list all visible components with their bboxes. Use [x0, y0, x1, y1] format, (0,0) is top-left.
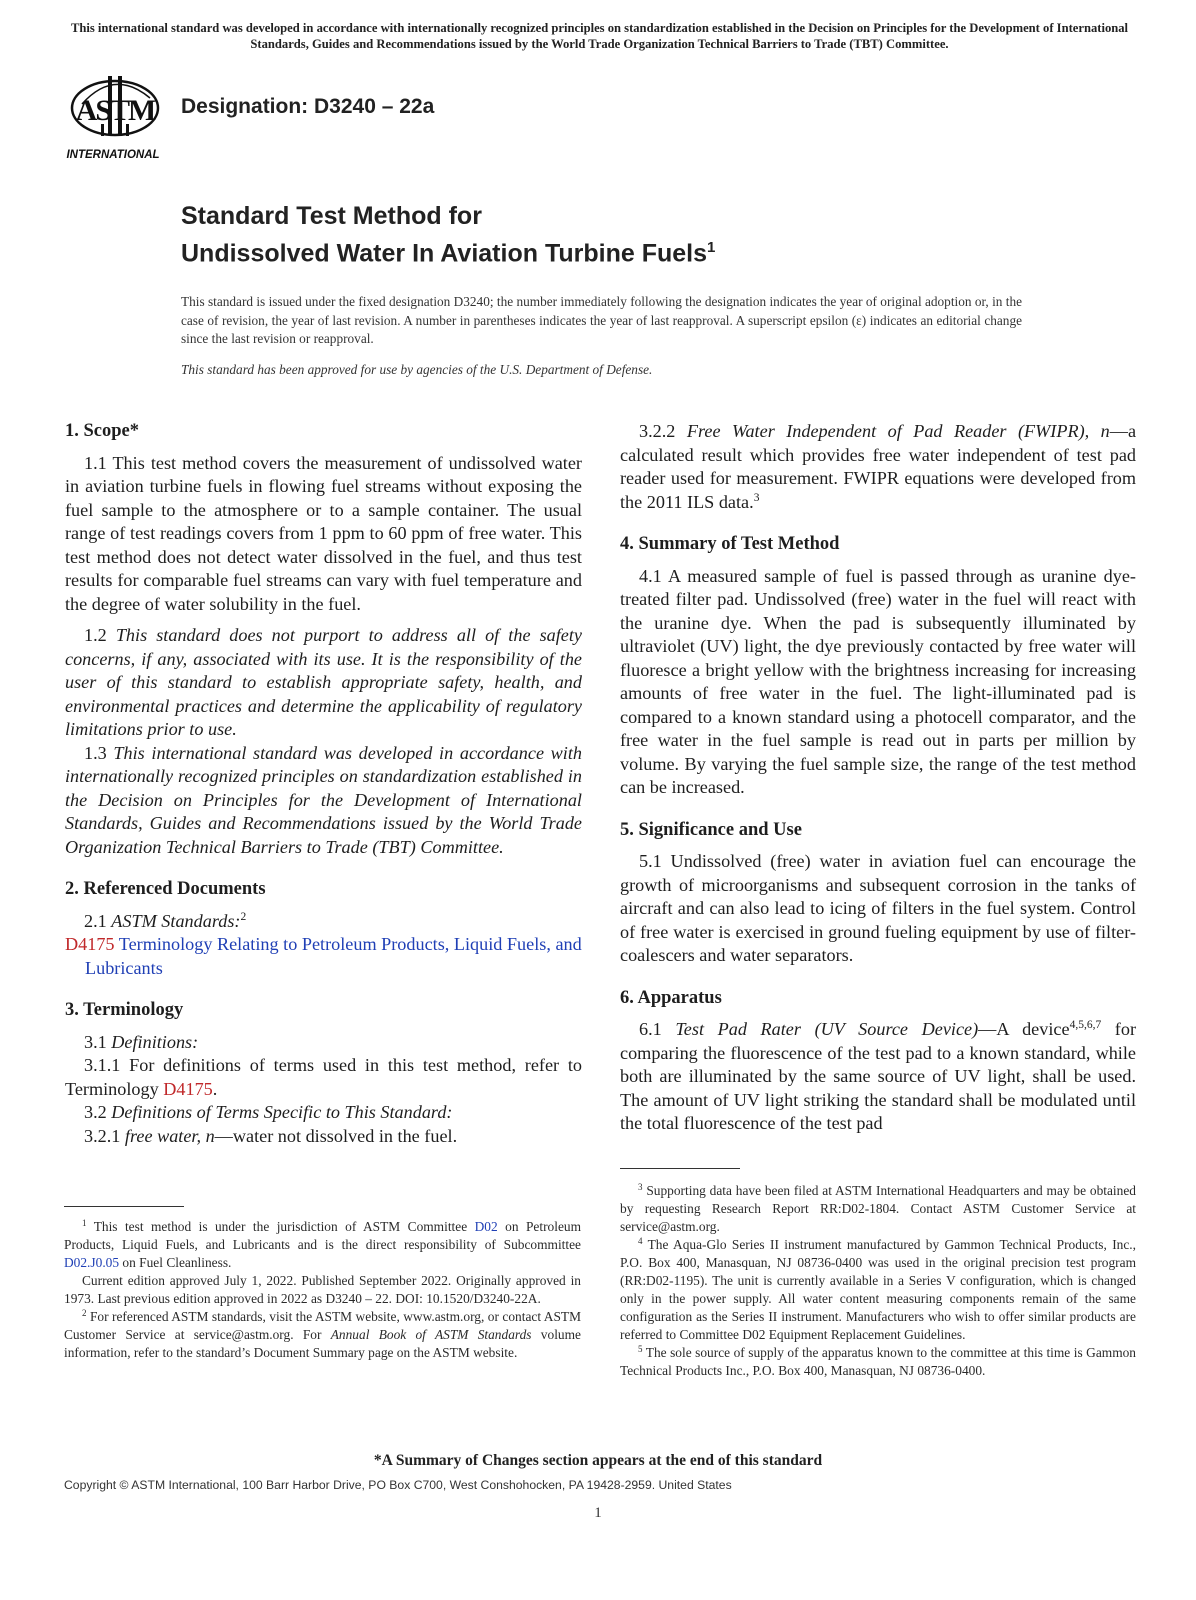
section-heading-referenced: 2. Referenced Documents: [65, 879, 266, 899]
footnote-3: [620, 1182, 1136, 1236]
para-3-1-1-text: 3.1.1 For definitions of terms used in this test method, refer to Terminology: [65, 1055, 582, 1099]
footnote-rule-right: [620, 1168, 740, 1169]
para-2-1-sup: 2: [240, 910, 247, 923]
terminology-d4175-link[interactable]: D4175: [163, 1078, 213, 1099]
footnote-1-c: on Fuel Cleanliness.: [122, 1255, 232, 1270]
para-3-2-1: [65, 1125, 582, 1149]
para-3-2-text: Definitions of Terms Specific to This Standard:: [111, 1102, 453, 1122]
footnote-3-text: Supporting data have been filed at ASTM International Headquarters and may be obtained by requesting Research Report RR:D02-1804. Contact ASTM Customer Service at service@astm.org.: [620, 1183, 1136, 1234]
para-1-2: [65, 624, 582, 742]
para-3-2-2-sup: 3: [753, 491, 760, 504]
logo-letters: ASTM: [75, 94, 155, 127]
left-column: [65, 420, 582, 1148]
footnote-rule-left: [64, 1206, 184, 1207]
footnote-1: [64, 1218, 581, 1272]
designation: Designation: D3240 – 22a: [181, 95, 435, 118]
para-3-1: [65, 1031, 582, 1055]
page-number: 1: [594, 1505, 602, 1521]
para-3-1-1: 3.1.1 For definitions of terms used in this test method, refer to Terminology D4175.: [65, 1055, 582, 1099]
para-1-1: 1.1 This test method covers the measurement of undissolved water in aviation turbine fuels in flowing fuel streams without exposing the fuel sample to the atmosphere or to a sample container. The usual range of test readings covers from 1 ppm to 60 ppm of free water. This test method does not detect water dissolved in the fuel, and thus test results for comparable fuel streams can vary with fuel temperature and the degree of water solubility in the fuel.: [65, 452, 582, 614]
copyright: Copyright © ASTM International, 100 Barr Harbor Drive, PO Box C700, West Conshohocken, PA 19428-2959. United States: [64, 1478, 732, 1492]
para-2-1: [65, 910, 582, 934]
para-1-3-num: 1.3: [84, 742, 107, 763]
footnote-1-b: on Petroleum Products, Liquid Fuels, and Lubricants and is the direct responsibility of Subcommittee: [64, 1219, 581, 1252]
para-3-2-2: [620, 420, 1136, 514]
footnote-3-num: 3: [638, 1182, 643, 1192]
para-6-1-num: 6.1: [639, 1019, 662, 1039]
footnote-5-num: 5: [638, 1344, 643, 1354]
section-heading-apparatus: 6. Apparatus: [620, 987, 722, 1008]
title-line-1: Standard Test Method for: [181, 202, 482, 230]
reference-code-link[interactable]: D4175: [65, 934, 115, 954]
para-5-1: 5.1 Undissolved (free) water in aviation fuel can encourage the growth of microorganisms and subsequent corrosion in the tanks of aircraft and can also lead to icing of filters in the fuel system. Control of free water is exercised in ground fueling equipment by use of filter-coalescers and water separators.: [620, 851, 1136, 965]
para-1-3-text: This international standard was developed in accordance with internationally recognized principles on standardization established in the Decision on Principles for the Development of International Standards, Guides and Recommendations issued by the World Trade Organization Technical Barriers to Trade (TBT) Committee.: [65, 742, 583, 857]
committee-d02-link[interactable]: D02: [474, 1219, 498, 1234]
reference-d4175[interactable]: [65, 933, 582, 980]
footnote-2: [64, 1308, 581, 1362]
para-1-3: [65, 742, 582, 860]
para-3-2-2-num: 3.2.2: [639, 421, 676, 441]
right-column: [620, 420, 1136, 1136]
footnote-2-a: For referenced ASTM standards, visit the ASTM website, www.astm.org, or contact ASTM Customer Service at service@astm.org. For: [64, 1309, 581, 1342]
footnote-4-text: The Aqua-Glo Series II instrument manufactured by Gammon Technical Products, Inc., P.O. Box 400, Manasquan, NJ 08736-0400 was used in the original precision test program (RR:D02-1195). The unit is currently available in a Series V configuration, which is changed only in the power supply. All water content measuring components remain of the same configuration as the Series II instrument. Manufacturers who wish to offer similar products are referred to Committee D02 Equipment Replacement Guidelines.: [620, 1237, 1136, 1342]
footnotes-right: [620, 1182, 1136, 1380]
title-line-2: Undissolved Water In Aviation Turbine Fuels: [181, 239, 707, 268]
preamble-issued: This standard is issued under the fixed designation D3240; the number immediately following the designation indicates the year of original adoption or, in the case of revision, the year of last revision. A number in parentheses indicates the year of last reapproval. A superscript epsilon (ε) indicates an editorial change since the last revision or reapproval.: [181, 294, 1022, 346]
subcommittee-link[interactable]: D02.J0.05: [64, 1255, 120, 1270]
footnote-2-num: 2: [82, 1308, 87, 1318]
para-3-2-1-def: —water not dissolved in the fuel.: [214, 1125, 458, 1146]
para-2-1-text: ASTM Standards:: [111, 910, 241, 931]
para-6-1: [620, 1018, 1136, 1136]
footnote-1-num: 1: [82, 1218, 87, 1228]
footnote-edition: Current edition approved July 1, 2022. Published September 2022. Originally approved in 1973. Last previous edition approved in 2022 as D3240 – 22. DOI: 10.1520/D3240-22A.: [64, 1273, 581, 1306]
para-6-1-sup: 4,5,6,7: [1069, 1019, 1102, 1031]
section-heading-significance: 5. Significance and Use: [620, 819, 802, 840]
title-footnote-ref: 1: [707, 239, 716, 256]
para-6-1-term: Test Pad Rater (UV Source Device): [675, 1019, 979, 1039]
para-3-2-2-def: —a calculated result which provides free water independent of test pad reader used for measurement. FWIPR equations were developed from the 2011 ILS data.: [620, 421, 1137, 512]
footnote-1-a: This test method is under the jurisdiction of ASTM Committee: [93, 1219, 468, 1234]
para-1-2-text: This standard does not purport to address all of the safety concerns, if any, associated with its use. It is the responsibility of the user of this standard to establish appropriate safety, health, and environmental practices and determine the applicability of regulatory limitations prior to use.: [65, 625, 583, 739]
logo-word: INTERNATIONAL: [66, 149, 160, 161]
footnote-2-italic: Annual Book of ASTM Standards: [330, 1327, 532, 1342]
footnote-4: [620, 1236, 1136, 1344]
footnote-2-b: volume information, refer to the standard’s Document Summary page on the ASTM website.: [64, 1327, 581, 1360]
para-3-2-2-term: Free Water Independent of Pad Reader (FWIPR), n: [686, 421, 1110, 441]
summary-of-changes-note: *A Summary of Changes section appears at the end of this standard: [373, 1452, 823, 1469]
para-6-1-a: —A device: [978, 1019, 1070, 1039]
para-3-2: [65, 1101, 582, 1125]
para-2-1-num: 2.1: [84, 910, 107, 931]
para-3-2-num: 3.2: [84, 1102, 107, 1122]
para-3-2-1-term: free water, n: [124, 1125, 215, 1146]
section-heading-summary: 4. Summary of Test Method: [620, 534, 840, 554]
astm-logo: [64, 68, 166, 164]
footnote-5-text: The sole source of supply of the apparatus known to the committee at this time is Gammon Technical Products Inc., P.O. Box 400, Manasquan, NJ 08736-0400.: [620, 1345, 1136, 1378]
section-heading-scope: 1. Scope*: [65, 421, 139, 441]
footnote-5: [620, 1344, 1136, 1380]
top-notice: This international standard was developed in accordance with internationally recognized principles on standardization established in the Decision on Principles for the Development of International Standards, Guides and Recommendations issued by the World Trade Organization Technical Barriers to Trade (TBT) Committee.: [70, 21, 1129, 51]
footnotes-left: [64, 1218, 581, 1362]
document-title: [181, 200, 715, 269]
para-4-1: 4.1 A measured sample of fuel is passed through as uranine dye-treated filter pad. Undissolved (free) water in the fuel will react with the uranine dye. When the pad is subsequently illuminated by ultraviolet (UV) light, the dye previously contacted by free water will fluoresce a bright yellow with the brightness increasing for increasing amounts of free water in the fuel. The light-illuminated pad is compared to a known standard using a photocell comparator, and the free water in the fuel sample is read out in parts per million by volume. By varying the fuel sample size, the range of the test method can be increased.: [620, 565, 1136, 797]
para-6-1-b: for comparing the fluorescence of the test pad to a known standard, while both are illuminated by the same source of UV light, shall be used. The amount of UV light striking the standard shall be modulated until the total fluorescence of the test pad: [620, 1019, 1137, 1133]
para-1-2-num: 1.2: [84, 625, 107, 645]
section-heading-terminology: 3. Terminology: [65, 1000, 184, 1020]
preamble-dod: This standard has been approved for use by agencies of the U.S. Department of Defense.: [181, 361, 653, 377]
para-3-2-1-num: 3.2.1: [84, 1125, 121, 1146]
para-3-1-num: 3.1: [84, 1031, 107, 1052]
para-3-1-text: Definitions:: [111, 1031, 199, 1052]
reference-title-link[interactable]: Terminology Relating to Petroleum Products, Liquid Fuels, and Lubricants: [85, 934, 582, 978]
footnote-4-num: 4: [638, 1236, 643, 1246]
preamble: [181, 293, 1022, 379]
